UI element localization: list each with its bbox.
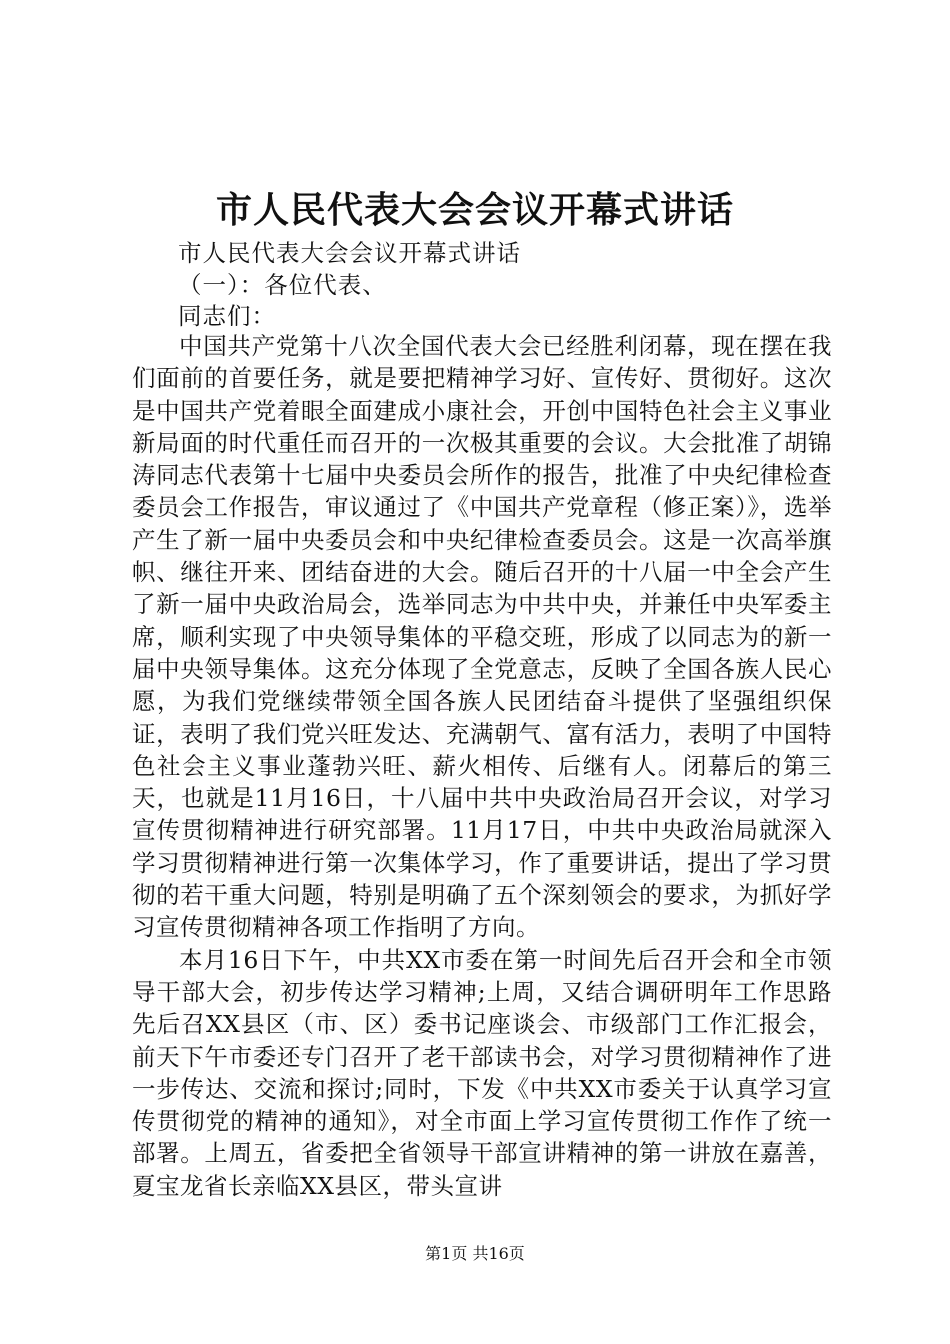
section-heading-line: （一）：各位代表、 bbox=[178, 270, 387, 299]
salutation-line: 同志们： bbox=[178, 302, 276, 330]
document-title: 市人民代表大会会议开幕式讲话 bbox=[215, 189, 734, 231]
document-body bbox=[132, 330, 832, 1202]
page-footer: 第1页 共16页 bbox=[425, 1244, 525, 1263]
paragraph-2: 本月16日下午，中共XX市委在第一时间先后召开会和全市领导干部大会，初步传达学习精神;上周，又结合调研明年工作思路先后召XX县区（市、区）委书记座谈会、市级部门工作汇报会，前天下午市委还专门召开了老干部读书会，对学习贯彻精神作了进一步传达、交流和探讨;同时，下发《中共XX市委关于认真学习宣传贯彻党的精神的通知》，对全市面上学习宣传贯彻工作作了统一部署。上周五，省委把全省领导干部宣讲精神的第一讲放在嘉善，夏宝龙省长亲临XX县区，带头宣讲 bbox=[132, 945, 832, 1200]
paragraph-1: 中国共产党第十八次全国代表大会已经胜利闭幕，现在摆在我们面前的首要任务，就是要把精神学习好、宣传好、贯彻好。这次是中国共产党着眼全面建成小康社会，开创中国特色社会主义事业新局面的时代重任而召开的一次极其重要的会议。大会批准了胡锦涛同志代表第十七届中央委员会所作的报告，批准了中央纪律检查委员会工作报告，审议通过了《中国共产党章程（修正案）》，选举产生了新一届中央委员会和中央纪律检查委员会。这是一次高举旗帜、继往开来、团结奋进的大会。随后召开的十八届一中全会产生了新一届中央政治局会，选举同志为中共中央，并兼任中央军委主席，顺利实现了中央领导集体的平稳交班，形成了以同志为的新一届中央领导集体。这充分体现了全党意志，反映了全国各族人民心愿，为我们党继续带领全国各族人民团结奋斗提供了坚强组织保证，表明了我们党兴旺发达、充满朝气、富有活力，表明了中国特色社会主义事业蓬勃兴旺、薪火相传、后继有人。闭幕后的第三天，也就是11月16日，十八届中共中央政治局召开会议，对学习宣传贯彻精神进行研究部署。11月17日，中共中央政治局就深入学习贯彻精神进行第一次集体学习，作了重要讲话，提出了学习贯彻的若干重大问题，特别是明确了五个深刻领会的要求，为抓好学习宣传贯彻精神各项工作指明了方向。 bbox=[132, 332, 832, 942]
subtitle-line: 市人民代表大会会议开幕式讲话 bbox=[178, 239, 521, 267]
intro-block bbox=[178, 238, 838, 333]
